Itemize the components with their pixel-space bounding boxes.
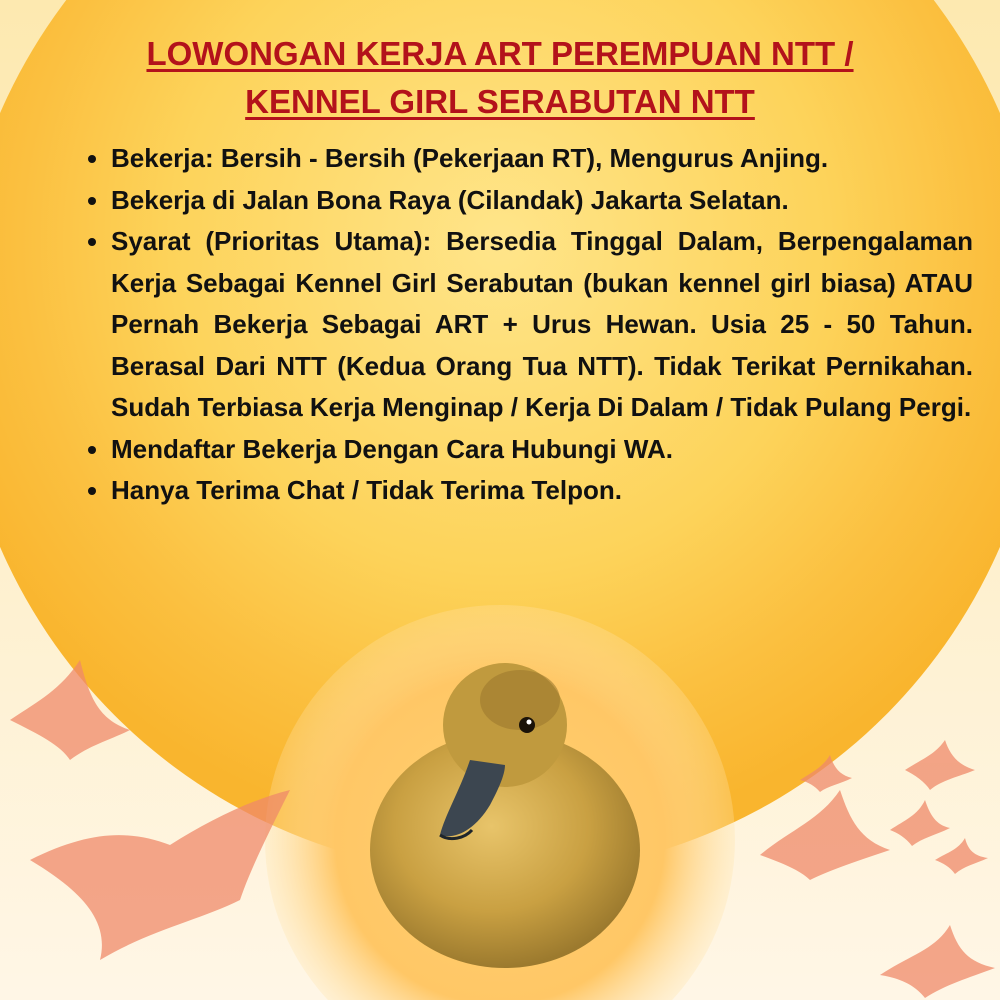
list-item-job-tasks: • Bekerja: Bersih - Bersih (Pekerjaan RT), Mengurus Anjing. (111, 138, 973, 180)
page-title (40, 30, 960, 126)
job-details-list (78, 138, 973, 512)
list-item-contact-note: • Hanya Terima Chat / Tidak Terima Telpon. (111, 470, 973, 512)
list-item-requirements: • Syarat (Prioritas Utama): Bersedia Tinggal Dalam, Berpengalaman Kerja Sebagai Kennel Girl Serabutan (bukan kennel girl biasa) ATAU Pernah Bekerja Sebagai ART + Urus Hewan. Usia 25 - 50 Tahun. Berasal Dari NTT (Kedua Orang Tua NTT). Tidak Terikat Pernikahan. Sudah Terbiasa Kerja Menginap / Kerja Di Dalam / Tidak Pulang Pergi. (111, 221, 973, 429)
list-item-location: • Bekerja di Jalan Bona Raya (Cilandak) Jakarta Selatan. (111, 180, 973, 222)
list-item-apply: • Mendaftar Bekerja Dengan Cara Hubungi WA. (111, 429, 973, 471)
title-line-1: LOWONGAN KERJA ART PEREMPUAN NTT / (146, 35, 854, 72)
title-line-2: KENNEL GIRL SERABUTAN NTT (245, 83, 755, 120)
